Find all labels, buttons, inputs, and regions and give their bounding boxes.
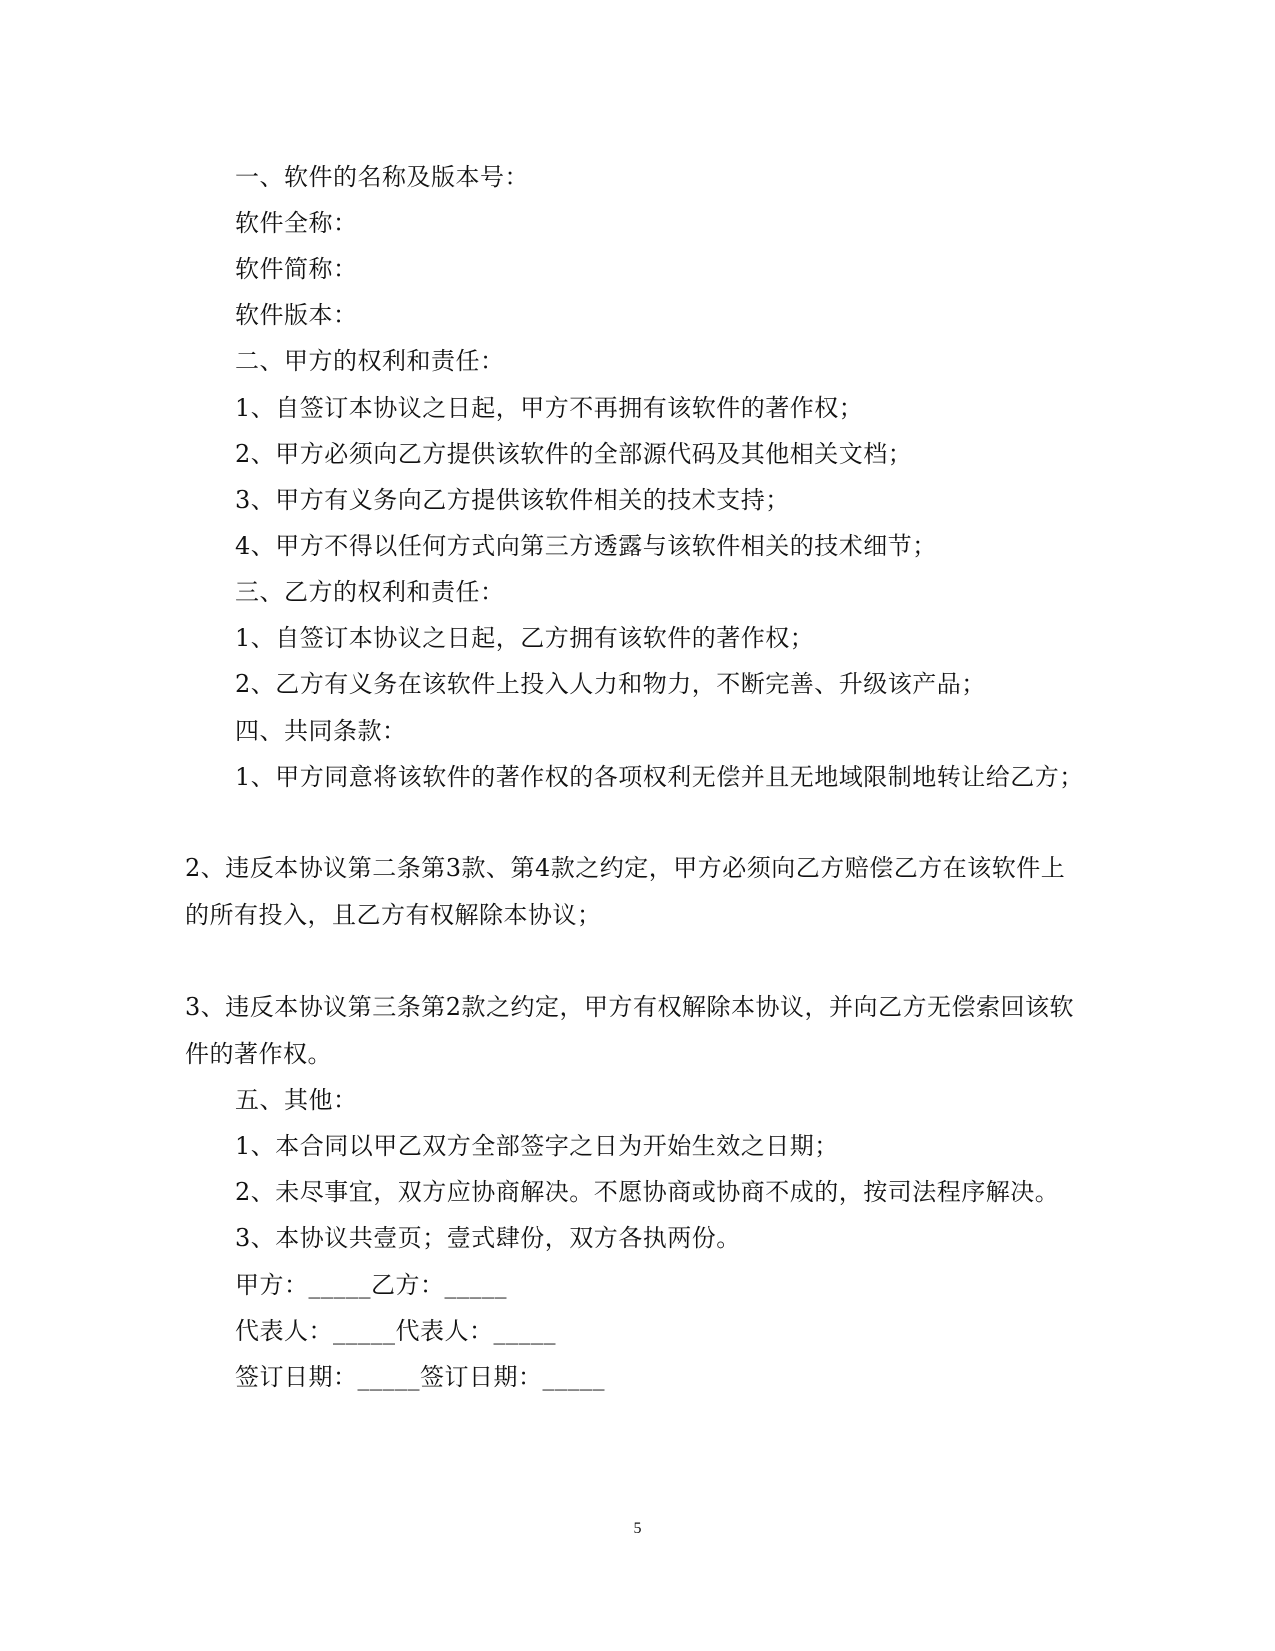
- common-clause-3-line-2: 件的著作权。: [185, 1040, 332, 1068]
- section-1-heading: 一、软件的名称及版本号：: [235, 163, 529, 191]
- common-clause-2-line-2: 的所有投入，且乙方有权解除本协议；: [185, 901, 602, 929]
- party-a-clause-4: 4、甲方不得以任何方式向第三方透露与该软件相关的技术细节；: [235, 532, 937, 560]
- other-clause-1: 1、本合同以甲乙双方全部签字之日为开始生效之日期；: [235, 1132, 839, 1160]
- common-clause-2-line-1: 2、违反本协议第二条第3款、第4款之约定，甲方必须向乙方赔偿乙方在该软件上: [185, 854, 1066, 882]
- software-short-name-line: 软件简称：: [235, 255, 358, 283]
- software-version-line: 软件版本：: [235, 301, 358, 329]
- section-2-heading: 二、甲方的权利和责任：: [235, 347, 505, 375]
- party-a-clause-2: 2、甲方必须向乙方提供该软件的全部源代码及其他相关文档；: [235, 440, 913, 468]
- software-full-name-line: 软件全称：: [235, 209, 358, 237]
- party-a-clause-1: 1、自签订本协议之日起，甲方不再拥有该软件的著作权；: [235, 394, 864, 422]
- party-b-clause-2: 2、乙方有义务在该软件上投入人力和物力，不断完善、升级该产品；: [235, 670, 986, 698]
- signature-representatives-line: 代表人：_____代表人：_____: [235, 1317, 556, 1345]
- party-a-clause-3: 3、甲方有义务向乙方提供该软件相关的技术支持；: [235, 486, 790, 514]
- other-clause-2: 2、未尽事宜，双方应协商解决。不愿协商或协商不成的，按司法程序解决。: [235, 1178, 1060, 1206]
- common-clause-3-line-1: 3、违反本协议第三条第2款之约定，甲方有权解除本协议，并向乙方无偿索回该软: [185, 993, 1075, 1021]
- common-clause-1: 1、甲方同意将该软件的著作权的各项权利无偿并且无地域限制地转让给乙方；: [235, 763, 1084, 791]
- section-5-heading: 五、其他：: [235, 1086, 358, 1114]
- section-4-heading: 四、共同条款：: [235, 717, 407, 745]
- signature-dates-line: 签订日期：_____签订日期：_____: [235, 1363, 605, 1391]
- signature-parties-line: 甲方：_____乙方：_____: [235, 1271, 507, 1299]
- section-3-heading: 三、乙方的权利和责任：: [235, 578, 505, 606]
- other-clause-3: 3、本协议共壹页；壹式肆份，双方各执两份。: [235, 1224, 741, 1252]
- party-b-clause-1: 1、自签订本协议之日起，乙方拥有该软件的著作权；: [235, 624, 815, 652]
- page-number: 5: [633, 1520, 642, 1537]
